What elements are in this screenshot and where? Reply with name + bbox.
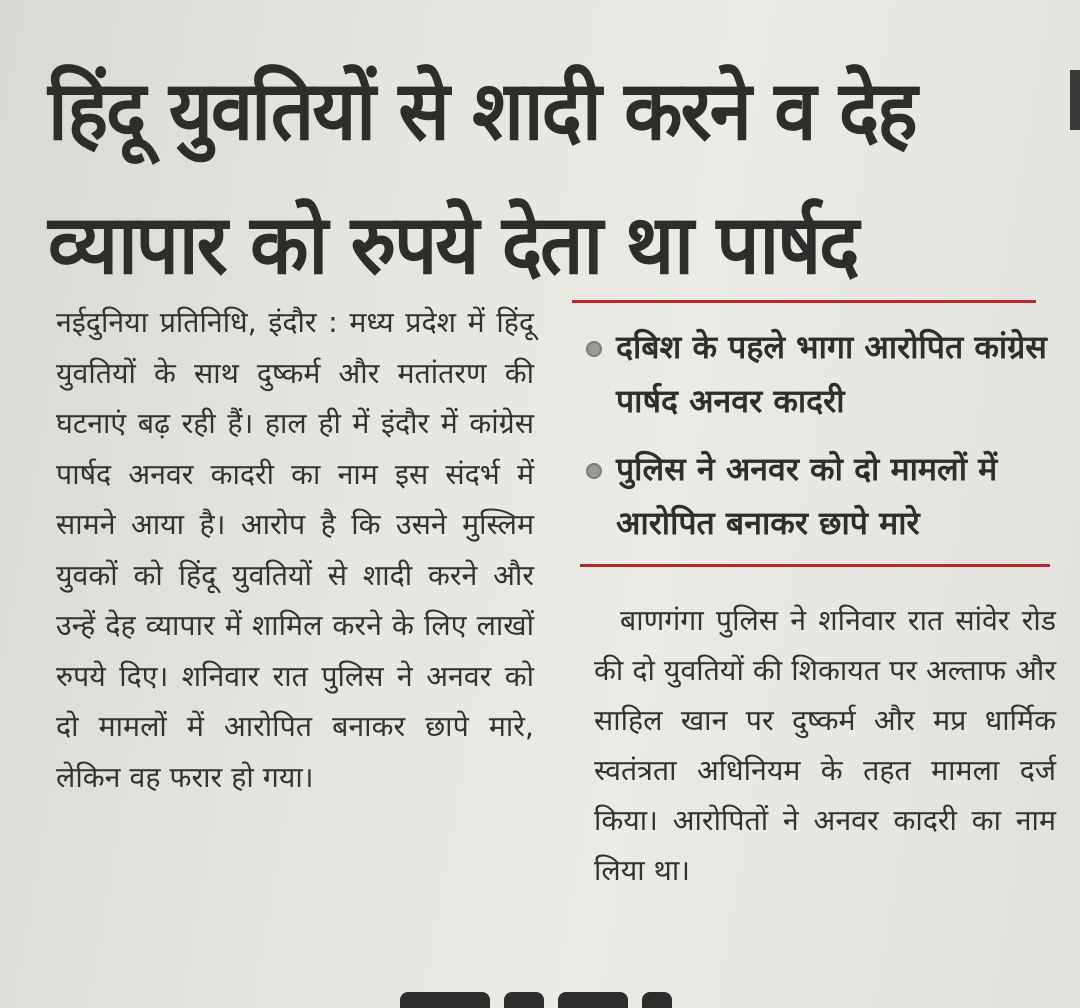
page-edge-mark (1070, 70, 1080, 130)
highlight-item (582, 320, 1052, 428)
highlight-list (582, 320, 1052, 564)
article-right-column: बाणगंगा पुलिस ने शनिवार रात सांवेर रोड की दो युवतियों की शिकायत पर अल्ताफ और साहिल खान पर दुष्कर्म और मप्र धार्मिक स्वतंत्रता अधिनियम के तहत मामला दर्ज किया। आरोपितों ने अनवर कादरी का नाम लिया था। (594, 604, 1056, 887)
highlight-rule-bottom (580, 564, 1050, 567)
highlight-rule-top (572, 300, 1036, 303)
bullet-dot-icon (586, 341, 602, 357)
next-article-headline-fragment (400, 992, 780, 1008)
highlight-text: पुलिस ने अनवर को दो मामलों में आरोपित बनाकर छापे मारे (616, 450, 998, 542)
article-headline: हिंदू युवतियों से शादी करने व देह व्यापार को रुपये देता था पार्षद (48, 62, 916, 293)
article-left-column: नईदुनिया प्रतिनिधि, इंदौर : मध्य प्रदेश में हिंदू युवतियों के साथ दुष्कर्म और मतांतरण की घटनाएं बढ़ रही हैं। हाल ही में इंदौर में कांग्रेस पार्षद अनवर कादरी का नाम इस संदर्भ में सामने आया है। आरोप है कि उसने मुस्लिम युवकों को हिंदू युवतियों से शादी करने और उन्हें देह व्यापार में शामिल करने के लिए लाखों रुपये दिए। शनिवार रात पुलिस ने अनवर को दो मामलों में आरोपित बनाकर छापे मारे, लेकिन वह फरार हो गया। (56, 306, 534, 794)
highlight-item (582, 442, 1052, 550)
bullet-dot-icon (586, 463, 602, 479)
highlight-text: दबिश के पहले भागा आरोपित कांग्रेस पार्षद अनवर कादरी (616, 328, 1047, 420)
